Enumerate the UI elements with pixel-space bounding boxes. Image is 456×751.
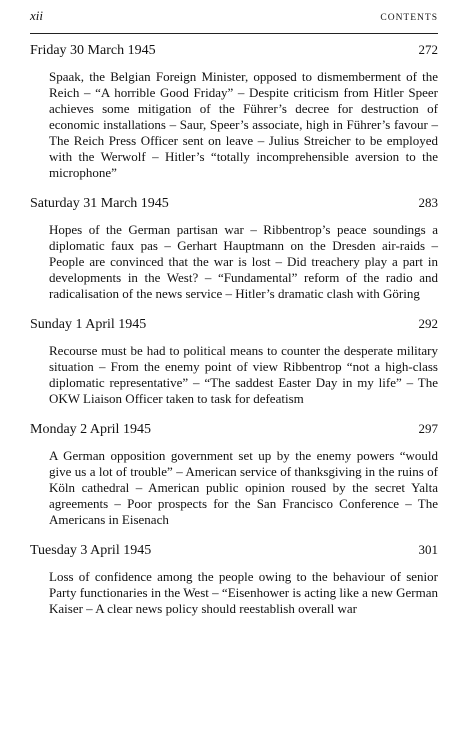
entry-summary: Spaak, the Belgian Foreign Minister, opposed to dismemberment of the Reich – “A horrible Good Friday” – Despite criticism from Hitler Speer achieves some mitigation of the Führer’s decree for destruction of economic installations – Saur, Speer’s associate, high in Führer’s favour – The Reich Press Officer sent on leave – Julius Streicher to be employed with the Werwolf – Hitler’s “totally incomprehensible aversion to the microphone” — [49, 69, 438, 180]
entry-heading — [30, 419, 438, 440]
entry-page-number: 292 — [418, 316, 438, 331]
entry-summary: Loss of confidence among the people owing to the behaviour of senior Party functionaries in the West – “Eisenhower is acting like a new German Kaiser – A clear news policy should reestablish overall war — [49, 569, 438, 616]
entry-page-number: 283 — [418, 195, 438, 210]
page-folio: xii — [30, 8, 43, 23]
entry-heading — [30, 193, 438, 214]
running-title: CONTENTS — [380, 13, 438, 23]
entry-heading — [30, 314, 438, 335]
contents-entry — [30, 193, 438, 302]
entry-page-number: 297 — [418, 421, 438, 436]
contents-entry — [30, 419, 438, 528]
entry-date: Monday 2 April 1945 — [30, 422, 151, 437]
entry-date: Friday 30 March 1945 — [30, 43, 156, 58]
entry-summary: Recourse must be had to political means to counter the desperate military situation – From the enemy point of view Ribbentrop “not a high-class diplomatic representative” – “The saddest Easter Day in my life” – The OKW Liaison Officer taken to task for defeatism — [49, 343, 438, 406]
entry-page-number: 272 — [418, 42, 438, 57]
entry-date: Sunday 1 April 1945 — [30, 317, 147, 332]
header-rule — [30, 33, 438, 34]
contents-list — [30, 40, 438, 629]
contents-entry — [30, 314, 438, 407]
contents-entry — [30, 540, 438, 617]
entry-summary: Hopes of the German partisan war – Ribbentrop’s peace soundings a diplomatic faux pas – Gerhart Hauptmann on the Dresden air-raids – People are convinced that the war is lost – Did treachery play a part in developments in the West? – “Fundamental” reform of the radio and radicalisation of the news service – Hitler’s dramatic clash with Göring — [49, 222, 438, 301]
contents-entry — [30, 40, 438, 181]
entry-summary: A German opposition government set up by the enemy powers “would give us a lot of trouble” – American service of thanksgiving in the ruins of Köln cathedral – American public opinion roused by the secret Yalta agreements – Poor prospects for the San Francisco Conference – The Americans in Eisenach — [49, 448, 438, 527]
entry-date: Saturday 31 March 1945 — [30, 196, 169, 211]
page-header — [30, 8, 438, 26]
entry-date: Tuesday 3 April 1945 — [30, 543, 152, 558]
entry-heading — [30, 540, 438, 561]
entry-heading — [30, 40, 438, 61]
entry-page-number: 301 — [418, 542, 438, 557]
